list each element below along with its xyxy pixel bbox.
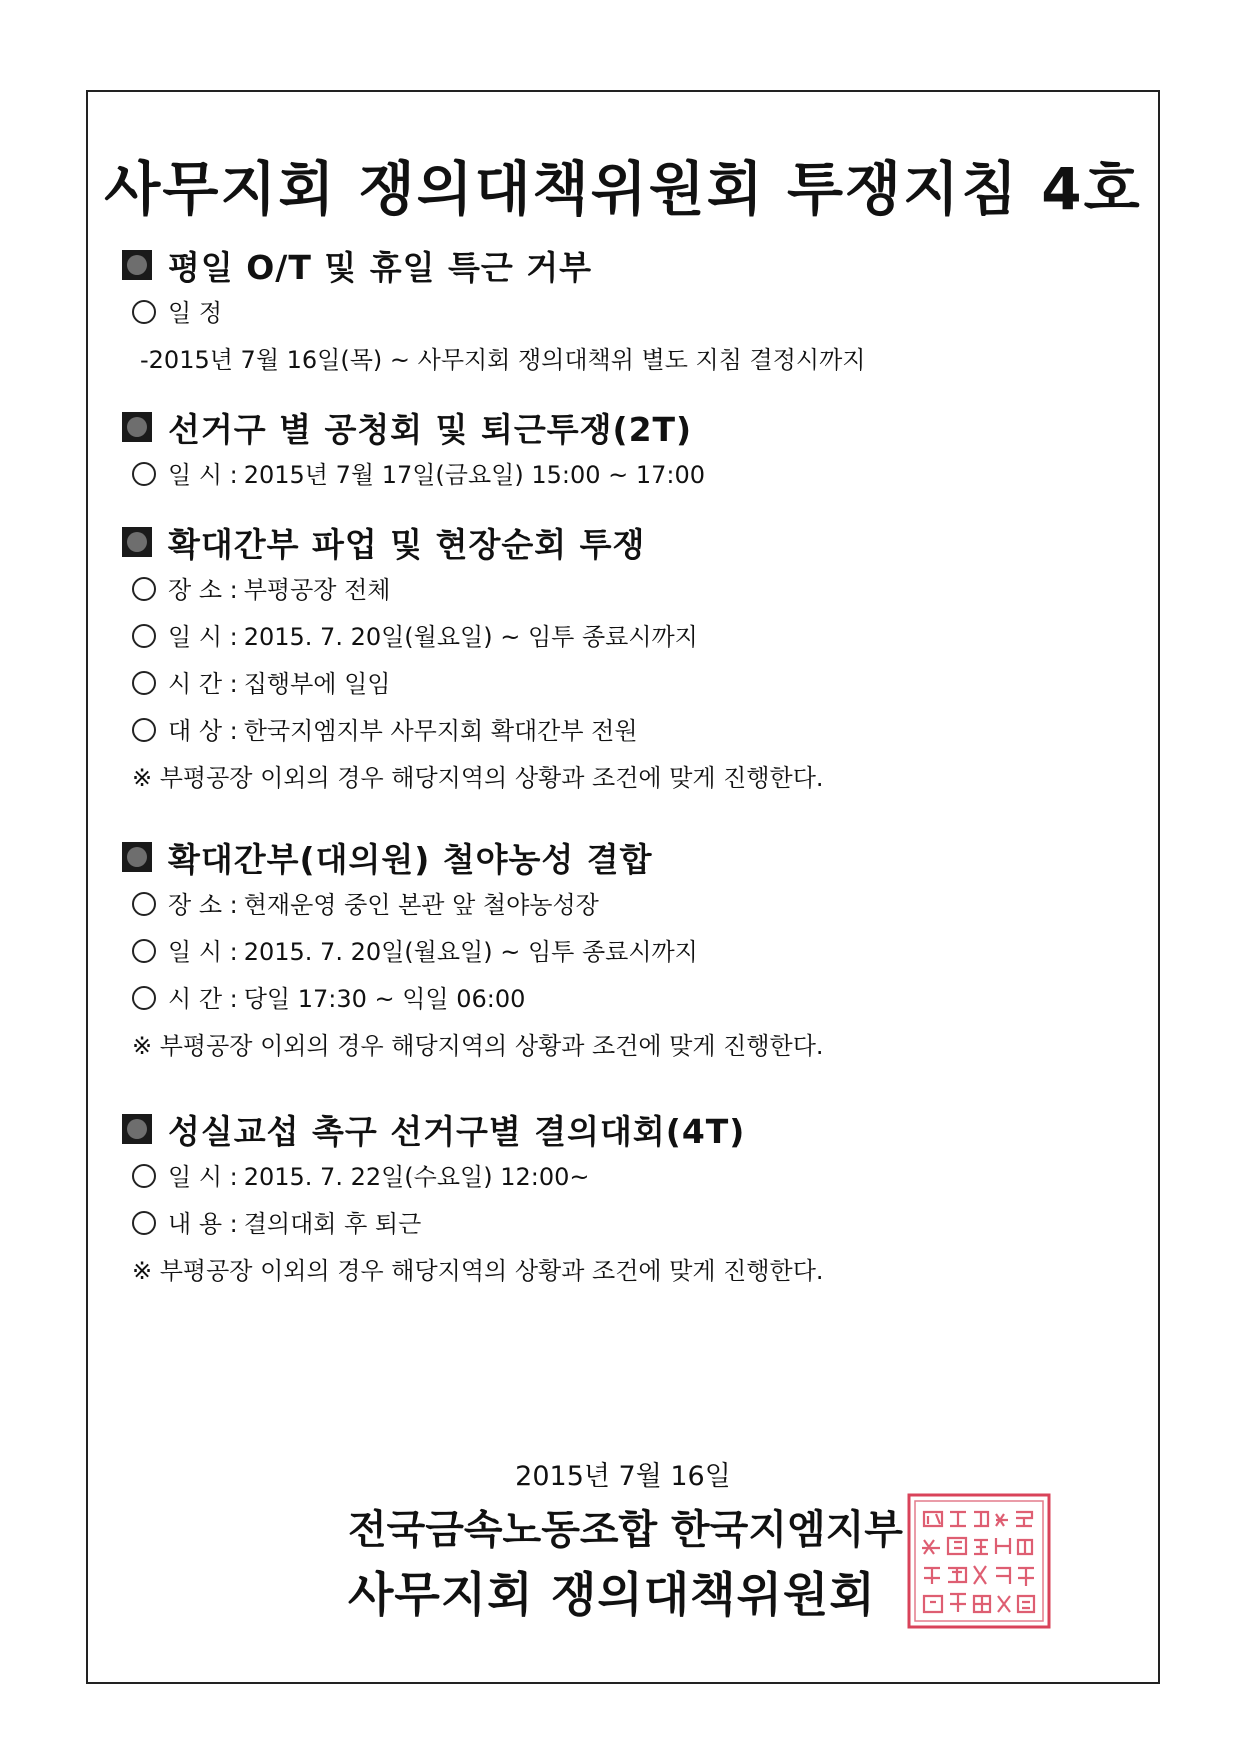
section-sit-in: [122, 832, 1128, 1070]
square-bullet-icon: [122, 412, 152, 442]
section-cadre-strike: [122, 517, 1128, 802]
section-heading: [122, 240, 1128, 290]
list-item: 일 시 : 2015. 7. 20일(월요일) ~ 임투 종료시까지: [122, 929, 1128, 976]
circle-bullet-icon: [132, 462, 156, 486]
list-item: 시 간 : 당일 17:30 ~ 익일 06:00: [122, 976, 1128, 1023]
note: ※ 부평공장 이외의 경우 해당지역의 상황과 조건에 맞게 진행한다.: [132, 1257, 824, 1285]
section-heading: [122, 517, 1128, 567]
note: ※ 부평공장 이외의 경우 해당지역의 상황과 조건에 맞게 진행한다.: [132, 1032, 824, 1060]
list-item: 장 소 : 현재운영 중인 본관 앞 철야농성장: [122, 882, 1128, 929]
list-item: 일 정: [122, 290, 1128, 337]
circle-bullet-icon: [132, 1211, 156, 1235]
square-bullet-icon: [122, 842, 152, 872]
list-item: 내 용 : 결의대회 후 퇴근: [122, 1201, 1128, 1248]
circle-bullet-icon: [132, 300, 156, 324]
circle-bullet-icon: [132, 986, 156, 1010]
note: ※ 부평공장 이외의 경우 해당지역의 상황과 조건에 맞게 진행한다.: [132, 764, 824, 792]
committee-name: 사무지회 쟁의대책위원회: [348, 1568, 876, 1623]
section-title: 확대간부 파업 및 현장순회 투쟁: [168, 524, 646, 564]
organization-name: 전국금속노동조합 한국지엠지부: [348, 1507, 903, 1553]
square-bullet-icon: [122, 1114, 152, 1144]
circle-bullet-icon: [132, 718, 156, 742]
document-frame: [86, 90, 1160, 1684]
section-title: 확대간부(대의원) 철야농성 결합: [168, 839, 653, 879]
section-title: 평일 O/T 및 휴일 특근 거부: [168, 247, 592, 287]
issue-date: 2015년 7월 16일: [515, 1461, 731, 1492]
list-item: 대 상 : 한국지엠지부 사무지회 확대간부 전원: [122, 708, 1128, 755]
circle-bullet-icon: [132, 671, 156, 695]
section-rally: [122, 1104, 1128, 1295]
section-title: 선거구 별 공청회 및 퇴근투쟁(2T): [168, 409, 693, 449]
circle-bullet-icon: [132, 939, 156, 963]
circle-bullet-icon: [132, 577, 156, 601]
section-heading: [122, 832, 1128, 882]
document-title: 사무지회 쟁의대책위원회 투쟁지침 4호: [104, 155, 1142, 223]
circle-bullet-icon: [132, 1164, 156, 1188]
list-item: 장 소 : 부평공장 전체: [122, 567, 1128, 614]
square-bullet-icon: [122, 250, 152, 280]
list-item-detail: -2015년 7월 16일(목) ~ 사무지회 쟁의대책위 별도 지침 결정시까지: [140, 346, 866, 374]
list-item: 일 시 : 2015. 7. 22일(수요일) 12:00~: [122, 1154, 1128, 1201]
circle-bullet-icon: [132, 892, 156, 916]
section-public-hearing: [122, 402, 1128, 499]
section-heading: [122, 1104, 1128, 1154]
circle-bullet-icon: [132, 624, 156, 648]
list-item: 일 시 : 2015년 7월 17일(금요일) 15:00 ~ 17:00: [122, 452, 1128, 499]
section-overtime-refusal: [122, 240, 1128, 384]
square-bullet-icon: [122, 527, 152, 557]
section-title: 성실교섭 촉구 선거구별 결의대회(4T): [168, 1111, 746, 1151]
official-seal-icon: [906, 1492, 1052, 1630]
list-item: 시 간 : 집행부에 일임: [122, 661, 1128, 708]
list-item: 일 시 : 2015. 7. 20일(월요일) ~ 임투 종료시까지: [122, 614, 1128, 661]
section-heading: [122, 402, 1128, 452]
